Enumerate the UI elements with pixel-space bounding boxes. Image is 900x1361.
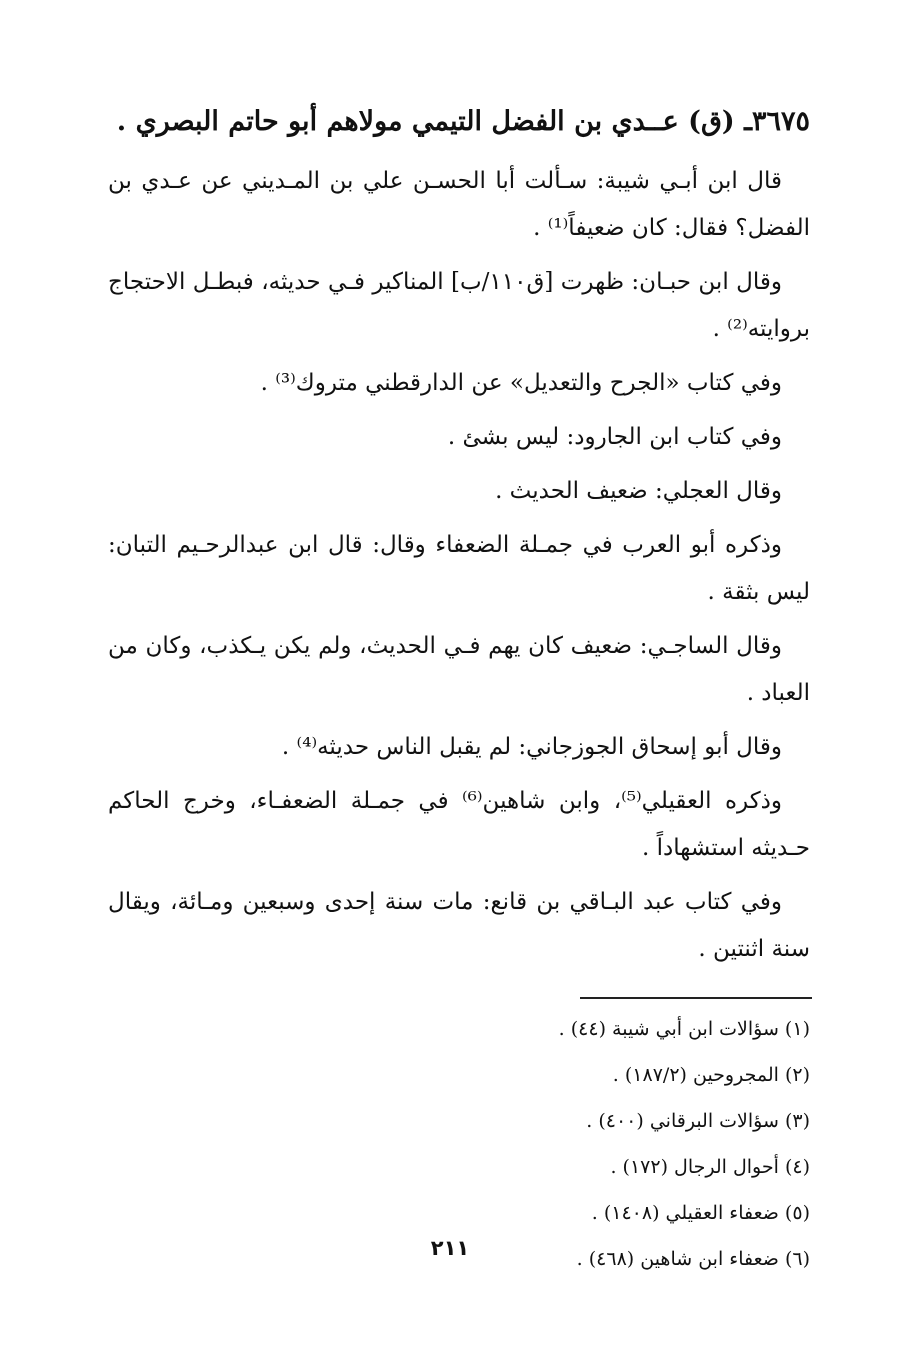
page-body: [108, 96, 810, 1287]
paragraph: وقال الساجـي: ضعيف كان يهم فـي الحديث، ولم يكن يـكذب، وكان من العباد .: [108, 633, 810, 706]
footnote: (٣) سؤالات البرقاني (٤٠٠) .: [586, 1110, 810, 1132]
paragraph: وقال العجلي: ضعيف الحديث .: [495, 478, 782, 504]
footnote: (٦) ضعفاء ابن شاهين (٤٦٨) .: [576, 1248, 810, 1270]
paragraph: وفي كتاب ابن الجارود: ليس بشئ .: [447, 424, 782, 450]
paragraph: وقال ابن حبـان: ظهرت [ق١١٠/ب] المناكير فـي حديثه، فبطـل الاحتجاج بروايته⁽²⁾ .: [108, 269, 810, 342]
footnote: (٢) المجروحين (١٨٧/٢) .: [612, 1064, 810, 1086]
paragraph: قال ابن أبـي شيبة: سـألت أبا الحسـن علي بن المـديني عن عـدي بن الفضل؟ فقال: كان ضعيفاً⁽¹⁾ .: [108, 168, 810, 241]
page-number: ٢١١: [430, 1236, 470, 1260]
paragraph: وفي كتاب «الجرح والتعديل» عن الدارقطني متروك⁽³⁾ .: [260, 370, 782, 396]
paragraph: وذكره العقيلي⁽⁵⁾، وابن شاهين⁽⁶⁾ في جمـلة الضعفـاء، وخرج الحاكم حـديثه استشهاداً .: [108, 788, 810, 861]
footnote: (١) سؤالات ابن أبي شيبة (٤٤) .: [558, 1018, 810, 1040]
footnote-divider: [580, 997, 812, 999]
footnote: (٤) أحوال الرجال (١٧٢) .: [610, 1156, 810, 1178]
paragraph: وقال أبو إسحاق الجوزجاني: لم يقبل الناس حديثه⁽⁴⁾ .: [281, 734, 782, 760]
footnote: (٥) ضعفاء العقيلي (١٤٠٨) .: [591, 1202, 810, 1224]
paragraph: وفي كتاب عبد البـاقي بن قانع: مات سنة إحدى وسبعين ومـائة، ويقال سنة اثنتين .: [108, 889, 810, 962]
entry-title: ٣٦٧٥ـ (ق) عــدي بن الفضل التيمي مولاهم أبو حاتم البصري .: [116, 106, 810, 137]
paragraph: وذكره أبو العرب في جمـلة الضعفاء وقال: قال ابن عبدالرحـيم التبان: ليس بثقة .: [108, 532, 810, 605]
